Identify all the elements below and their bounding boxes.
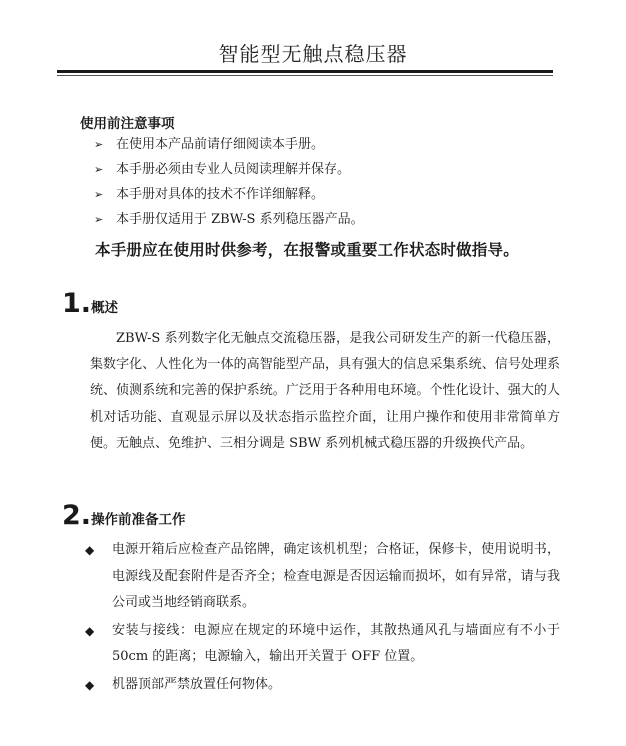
arrow-bullet-icon: ➢ [94, 188, 104, 201]
arrow-bullet-icon: ➢ [94, 163, 104, 176]
diamond-bullet-icon: ◆ [85, 543, 95, 557]
preparation-list [85, 537, 560, 699]
diamond-bullet-icon: ◆ [85, 623, 95, 638]
section-number: 2 [62, 500, 81, 531]
preparation-text: 电源开箱后应检查产品铭牌，确定该机机型；合格证，保修卡，使用说明书，电源线及配套附件是否齐全；检查电源是否因运输而损坏，如有异常，请与我公司或当地经销商联系。 [112, 542, 560, 610]
note-text: 在使用本产品前请仔细阅读本手册。 [116, 137, 325, 152]
notes-heading: 使用前注意事项 [80, 116, 175, 132]
arrow-bullet-icon: ➢ [94, 213, 104, 226]
section-number-dot: . [80, 288, 92, 319]
diamond-bullet-icon: ◆ [85, 677, 95, 692]
note-text: 本手册必须由专业人员阅读理解并保存。 [116, 162, 351, 177]
section-number: 1 [62, 288, 81, 319]
section-heading-overview [62, 288, 118, 319]
note-item [94, 135, 364, 160]
emphasis-statement: 本手册应在使用时供参考，在报警或重要工作状态时做指导。 [95, 241, 519, 259]
preparation-text: 机器顶部严禁放置任何物体。 [112, 676, 282, 692]
notes-list [94, 135, 364, 235]
section-title: 操作前准备工作 [91, 512, 186, 528]
note-text: 本手册仅适用于 ZBW-S 系列稳压器产品。 [116, 212, 364, 227]
arrow-bullet-icon: ➢ [94, 138, 104, 151]
preparation-item [85, 537, 560, 617]
overview-paragraph: ZBW-S 系列数字化无触点交流稳压器，是我公司研发生产的新一代稳压器，集数字化、人性化为一体的高智能型产品，具有强大的信息采集系统、信号处理系统、侦测系统和完善的保护系统。广泛用于各种用电环境。个性化设计、强大的人机对话功能、直观显示屏以及状态指示监控介面，让用户操作和使用非常简单方便。无触点、免维护、三相分调是 SBW 系列机械式稳压器的升级换代产品。 [90, 331, 560, 451]
page-title: 智能型无触点稳压器 [218, 42, 408, 66]
section-heading-preparation [62, 500, 186, 531]
note-item [94, 210, 364, 235]
note-item [94, 185, 364, 210]
section-number-dot: . [80, 500, 92, 531]
preparation-text: 安装与接线：电源应在规定的环境中运作，其散热通风孔与墙面应有不小于 50cm 的距离；电源输入，输出开关置于 OFF 位置。 [112, 622, 560, 664]
preparation-item [85, 672, 560, 699]
header-rule-thin [57, 75, 553, 76]
note-item [94, 160, 364, 185]
note-text: 本手册对具体的技术不作详细解释。 [116, 187, 325, 202]
preparation-item [85, 618, 560, 671]
header-rule-thick [57, 70, 553, 73]
section-title: 概述 [91, 300, 119, 316]
